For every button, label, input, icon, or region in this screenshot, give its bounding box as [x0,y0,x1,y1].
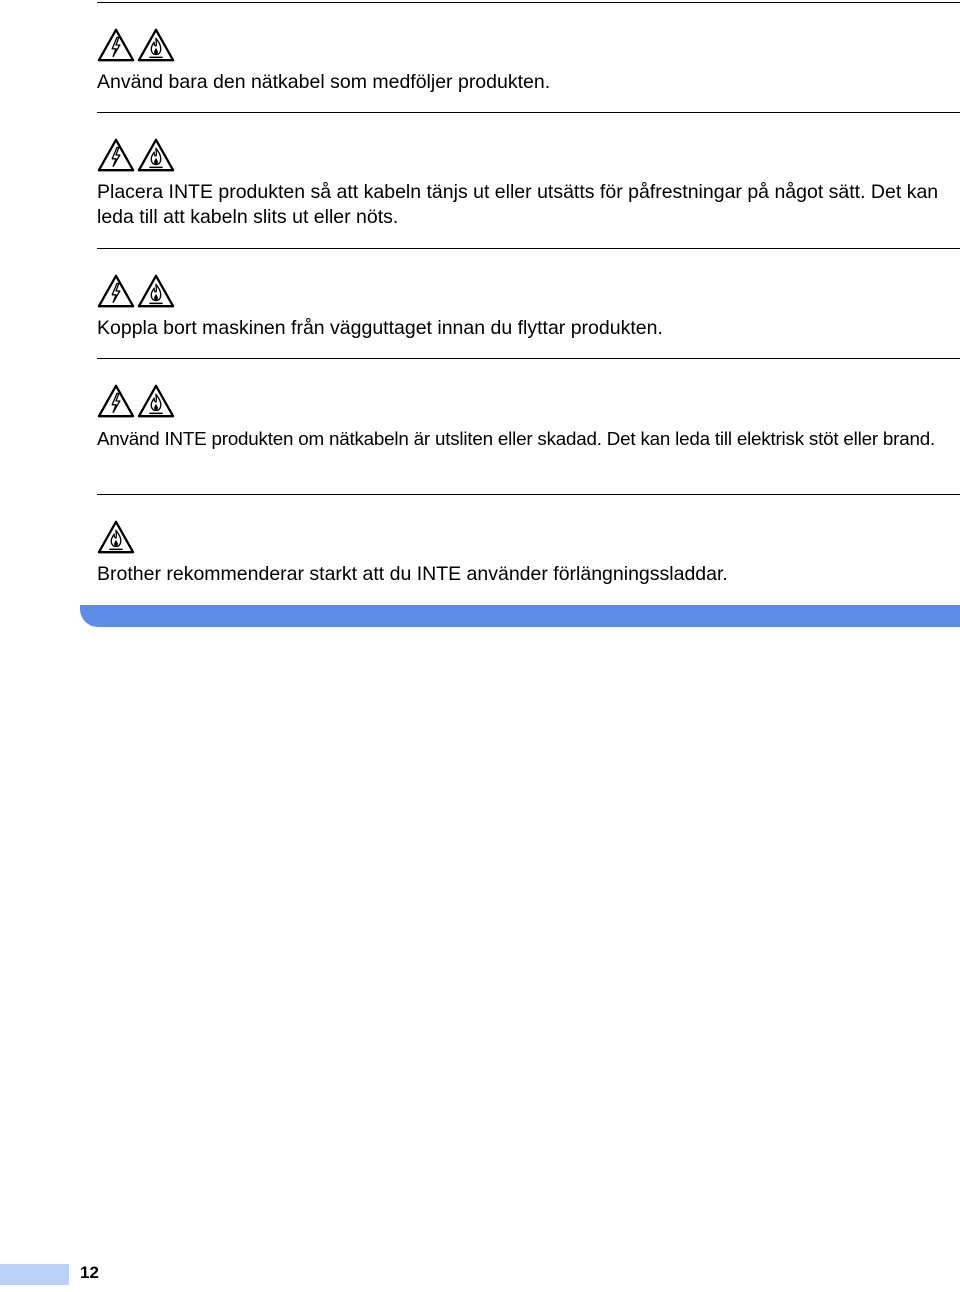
warning-text: Koppla bort maskinen från vägguttaget innan du flyttar produkten. [97,317,663,339]
section-divider [97,494,960,495]
warning-icons [97,137,175,173]
warning-icons [97,383,175,419]
warning-icons [97,27,175,63]
warning-text: Använd INTE produkten om nätkabeln är utsliten eller skadad. Det kan leda till elektrisk stöt eller brand. [97,428,935,449]
warning-text: Använd bara den nätkabel som medföljer produkten. [97,71,551,93]
electric-shock-warning-icon [97,273,135,309]
electric-shock-warning-icon [97,137,135,173]
page-number: 12 [80,1263,99,1282]
fire-warning-icon [137,273,175,309]
warning-icons [97,519,135,555]
section-divider [97,112,960,113]
electric-shock-warning-icon [97,383,135,419]
section-divider [97,2,960,3]
fire-warning-icon [137,137,175,173]
section-divider [97,248,960,249]
fire-warning-icon [137,383,175,419]
fire-warning-icon [137,27,175,63]
section-end-banner [80,605,960,627]
electric-shock-warning-icon [97,27,135,63]
fire-warning-icon [97,519,135,555]
warning-icons [97,273,175,309]
warning-text: Brother rekommenderar starkt att du INTE använder förlängningssladdar. [97,563,728,585]
page-tab [0,1264,69,1285]
warning-text: Placera INTE produkten så att kabeln tänjs ut eller utsätts för påfrestningar på något sätt. Det kan leda till att kabeln slits ut eller nöts. [97,181,939,228]
section-divider [97,358,960,359]
